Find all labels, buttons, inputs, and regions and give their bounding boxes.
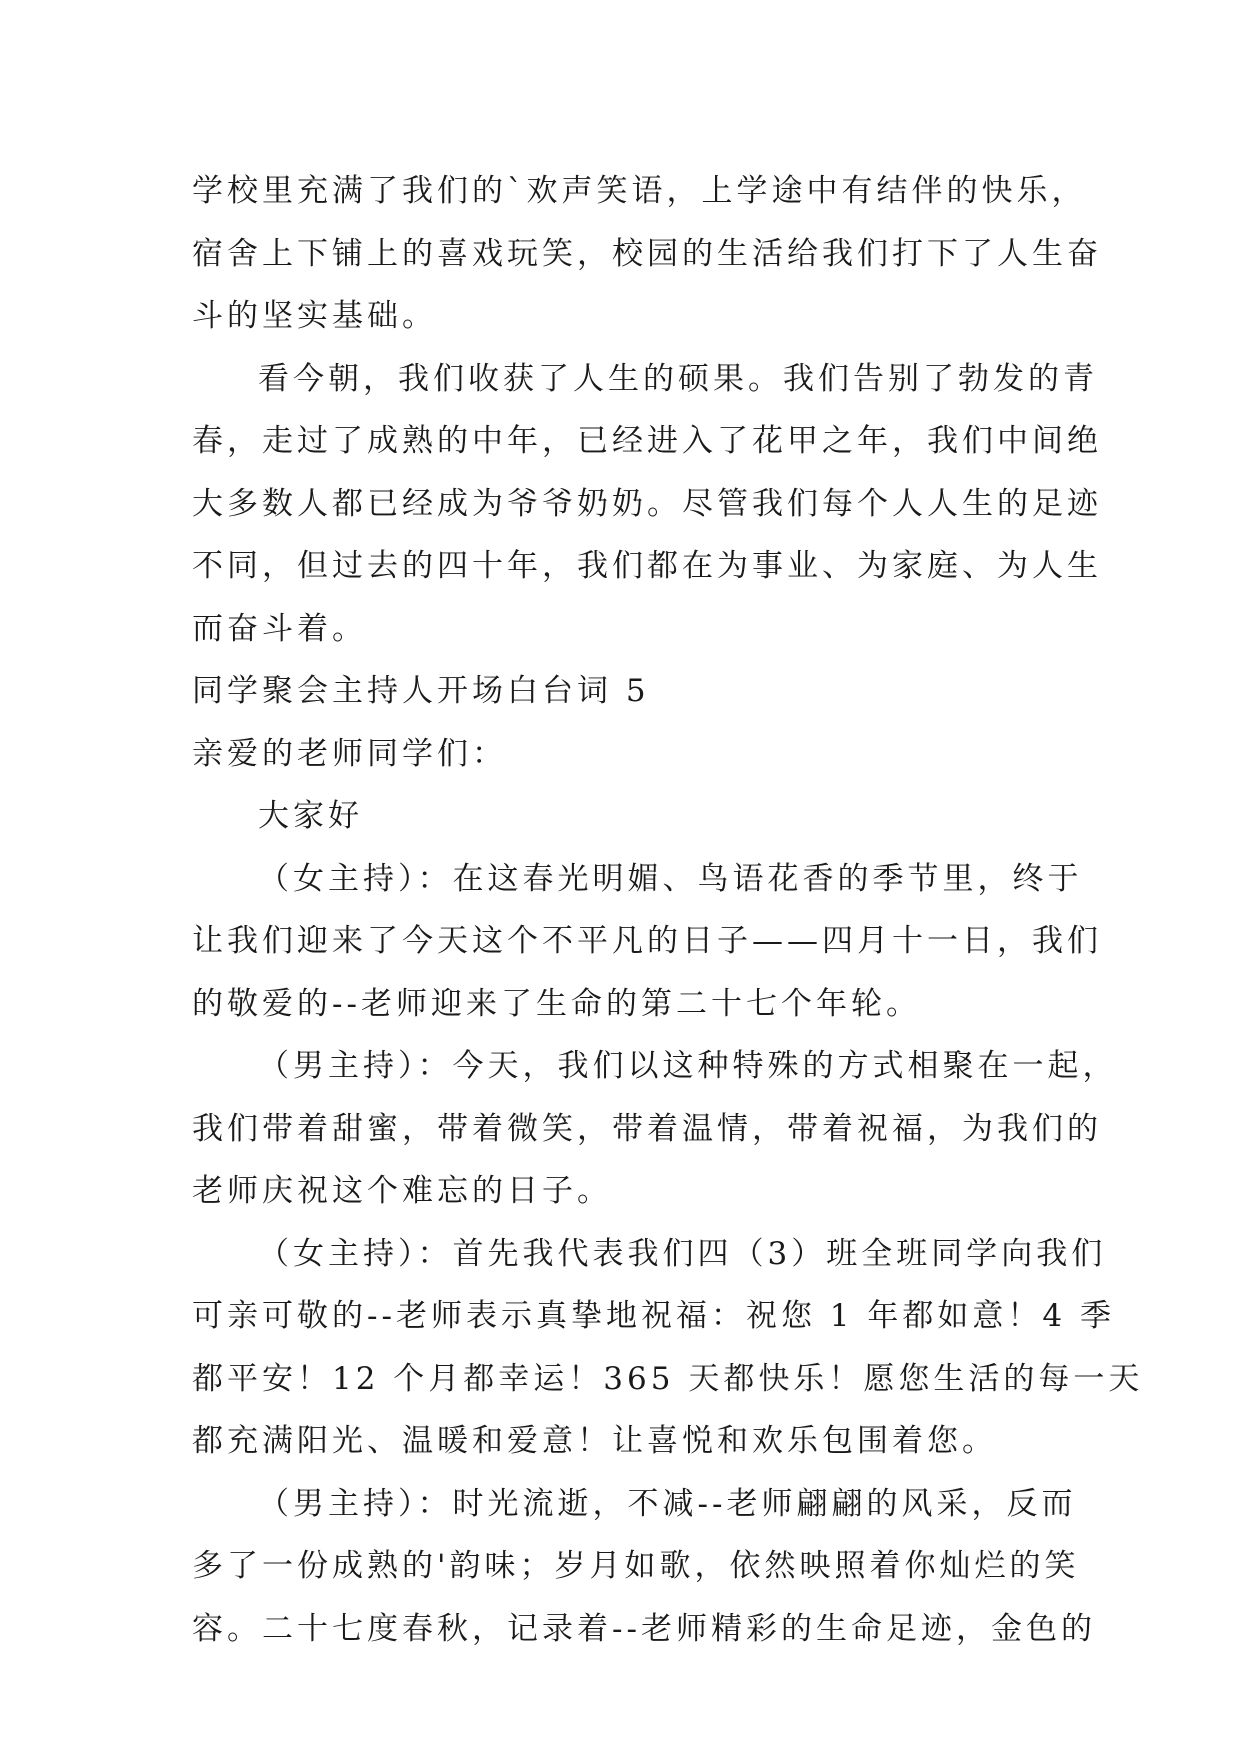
text-line: 多了一份成熟的'韵味；岁月如歌，依然映照着你灿烂的笑 [192, 1548, 1080, 1584]
text-line: 都充满阳光、温暖和爱意！让喜悦和欢乐包围着您。 [192, 1423, 997, 1459]
text-line: （男主持）：今天，我们以这种特殊的方式相聚在一起， [258, 1048, 1118, 1084]
text-line: 大多数人都已经成为爷爷奶奶。尽管我们每个人人生的足迹 [192, 485, 1102, 522]
text-line: （男主持）：时光流逝，不减--老师翩翩的风采，反而 [258, 1485, 1077, 1522]
text-line: 而奋斗着。 [192, 610, 367, 647]
section-heading: 同学聚会主持人开场白台词 5 [192, 673, 650, 709]
salutation: 亲爱的老师同学们： [192, 735, 507, 772]
document-body [192, 160, 1144, 1660]
text-line: 让我们迎来了今天这个不平凡的日子——四月十一日，我们 [192, 923, 1102, 959]
text-line: （女主持）：在这春光明媚、鸟语花香的季节里，终于 [258, 860, 1083, 897]
text-line: 不同，但过去的四十年，我们都在为事业、为家庭、为人生 [192, 548, 1102, 584]
text-line: 容。二十七度春秋，记录着--老师精彩的生命足迹，金色的 [192, 1610, 1096, 1647]
text-line: 都平安！12 个月都幸运！365 天都快乐！愿您生活的每一天 [192, 1360, 1144, 1397]
text-line: 春，走过了成熟的中年，已经进入了花甲之年，我们中间绝 [192, 423, 1102, 459]
text-line: 宿舍上下铺上的喜戏玩笑，校园的生活给我们打下了人生奋 [192, 235, 1102, 272]
text-line: 斗的坚实基础。 [192, 298, 437, 334]
text-line: 看今朝，我们收获了人生的硕果。我们告别了勃发的青 [258, 360, 1098, 397]
text-line: （女主持）：首先我代表我们四（3）班全班同学向我们 [258, 1235, 1107, 1272]
text-line: 可亲可敬的--老师表示真挚地祝福：祝您 1 年都如意！4 季 [192, 1298, 1115, 1334]
text-line: 老师庆祝这个难忘的日子。 [192, 1173, 612, 1209]
text-line: 学校里充满了我们的`欢声笑语，上学途中有结伴的快乐， [192, 173, 1087, 209]
text-line: 的敬爱的--老师迎来了生命的第二十七个年轮。 [192, 985, 921, 1022]
text-line: 我们带着甜蜜，带着微笑，带着温情，带着祝福，为我们的 [192, 1110, 1102, 1147]
greeting: 大家好 [258, 798, 363, 834]
